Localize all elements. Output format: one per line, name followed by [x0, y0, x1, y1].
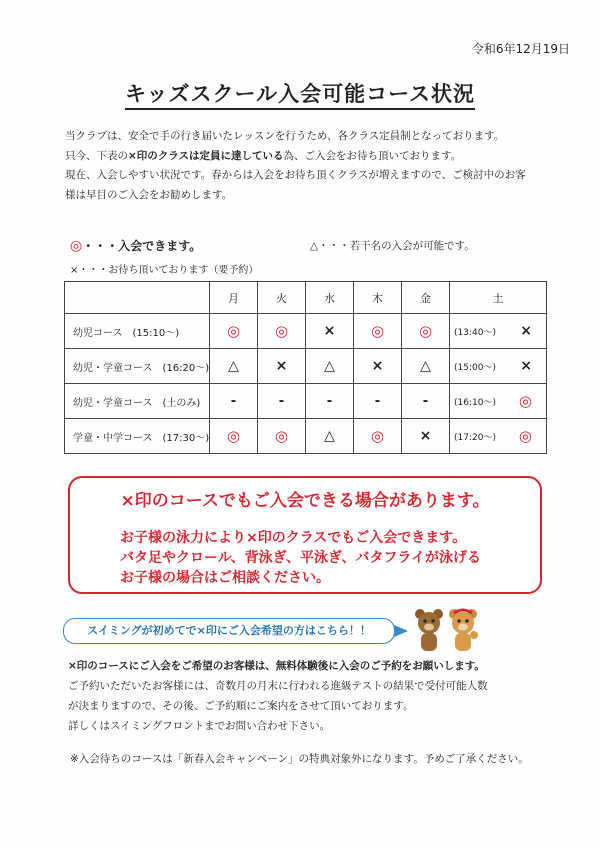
saturday-time: (13:40～) [454, 327, 496, 338]
reservation-line-3: が決まりますので、その後、ご予約順にご案内をさせて頂いております。 [68, 700, 414, 712]
availability-cell-fri [402, 314, 450, 349]
footnote: ※入会待ちのコースは「新春入会キャンペーン」の特典対象外になります。予めご了承ください。 [70, 753, 529, 765]
availability-mark: ◎ [518, 392, 532, 410]
availability-cell-tue [258, 349, 306, 384]
availability-mark: ◎ [518, 427, 532, 445]
availability-cell-sat [450, 349, 547, 384]
table-header-tue: 火 [258, 282, 306, 314]
intro-line-3: 現在、入会しやすい状況です。春からは入会をお待ち頂くクラスが増えますので、ご検討中のお客 [65, 169, 526, 181]
availability-mark: - [374, 393, 381, 409]
reservation-info [68, 656, 588, 736]
availability-mark: - [422, 393, 429, 409]
bear-mascots-icon [410, 605, 482, 657]
availability-cell-sat [450, 314, 547, 349]
availability-mark: ◎ [370, 427, 385, 445]
course-availability-table [64, 281, 547, 454]
availability-mark: - [326, 393, 333, 409]
speech-bubble [63, 618, 395, 644]
legend-waiting: ×・・・お待ち頂いております（要予約） [70, 265, 259, 276]
table-header-wed: 水 [306, 282, 354, 314]
table-header-fri: 金 [402, 282, 450, 314]
course-name: 学童・中学コース (17:30～) [65, 419, 210, 454]
table-header-course [65, 282, 210, 314]
availability-mark: ◎ [370, 322, 385, 340]
availability-cell-thu [354, 314, 402, 349]
notice-box [68, 476, 542, 594]
availability-cell-tue [258, 419, 306, 454]
availability-mark: × [520, 323, 532, 339]
availability-mark: ◎ [226, 427, 241, 445]
table-row [65, 384, 547, 419]
availability-cell-wed [306, 384, 354, 419]
saturday-time: (15:00～) [454, 362, 496, 373]
availability-cell-thu [354, 349, 402, 384]
table-header-sat: 土 [450, 282, 547, 314]
availability-cell-fri [402, 419, 450, 454]
course-name: 幼児コース (15:10～) [65, 314, 210, 349]
availability-mark: - [230, 393, 237, 409]
intro-line-2-post: 為、ご入会をお待ち頂いております。 [283, 149, 462, 162]
availability-cell-fri [402, 349, 450, 384]
double-circle-icon: ◎ [70, 238, 83, 254]
availability-mark: × [371, 358, 384, 374]
table-row [65, 419, 547, 454]
saturday-slot [450, 427, 546, 445]
availability-mark: ◎ [274, 427, 289, 445]
intro-line-4: 様は早目のご入会をお勧めします。 [65, 188, 233, 201]
availability-mark: △ [324, 428, 335, 444]
availability-cell-tue [258, 314, 306, 349]
availability-cell-sat [450, 384, 547, 419]
availability-cell-wed [306, 314, 354, 349]
availability-cell-wed [306, 349, 354, 384]
availability-cell-mon [210, 384, 258, 419]
availability-mark: × [520, 358, 532, 374]
speech-bubble-text: スイミングが初めてで×印にご入会希望の方はこちら！！ [87, 624, 371, 637]
document-date: 令和6年12月19日 [471, 42, 570, 56]
availability-mark: × [275, 358, 288, 374]
notice-line-3: お子様の場合はご相談ください。 [120, 570, 330, 586]
availability-mark: × [323, 323, 336, 339]
legend-available [70, 237, 201, 254]
table-header-thu: 木 [354, 282, 402, 314]
table-row [65, 349, 547, 384]
table-row [65, 314, 547, 349]
intro-line-2-bold: ×印のクラスは定員に達している [128, 149, 284, 162]
saturday-slot [450, 323, 546, 339]
notice-line-1: お子様の泳力により×印のクラスでもご入会できます。 [120, 530, 467, 546]
availability-mark: ◎ [274, 322, 289, 340]
availability-cell-thu [354, 419, 402, 454]
notice-line-2: バタ足やクロール、背泳ぎ、平泳ぎ、バタフライが泳げる [120, 550, 482, 566]
availability-mark: × [419, 428, 432, 444]
availability-cell-thu [354, 384, 402, 419]
intro-line-2-pre: 只今、下表の [65, 149, 128, 162]
availability-mark: - [278, 393, 285, 409]
availability-mark: △ [228, 358, 239, 374]
speech-bubble-tail [394, 625, 408, 637]
notice-heading: ×印のコースでもご入会できる場合があります。 [120, 491, 490, 511]
page-title [0, 78, 600, 108]
availability-cell-wed [306, 419, 354, 454]
table-header-row [65, 282, 547, 314]
course-name: 幼児・学童コース (土のみ) [65, 384, 210, 419]
availability-mark: ◎ [418, 322, 433, 340]
legend-few-slots: △・・・若干名の入会が可能です。 [310, 240, 475, 252]
intro-line-1: 当クラブは、安全で手の行き届いたレッスンを行うため、各クラス定員制となっております。 [65, 130, 505, 142]
saturday-time: (17:20～) [454, 432, 496, 443]
page-title-text: キッズスクール入会可能コース状況 [125, 82, 475, 110]
availability-cell-tue [258, 384, 306, 419]
availability-cell-sat [450, 419, 547, 454]
availability-mark: △ [420, 358, 431, 374]
saturday-time: (16:10～) [454, 397, 496, 408]
availability-cell-mon [210, 349, 258, 384]
course-name: 幼児・学童コース (16:20～) [65, 349, 210, 384]
intro-text [65, 127, 585, 205]
legend-available-text: ・・・入会できます。 [82, 239, 202, 253]
availability-cell-fri [402, 384, 450, 419]
reservation-line-2: ご予約いただいたお客様には、奇数月の月末に行われる進級テストの結果で受付可能人数 [68, 680, 488, 692]
availability-cell-mon [210, 314, 258, 349]
intro-line-2 [65, 147, 585, 167]
notice-body [120, 528, 481, 588]
availability-cell-mon [210, 419, 258, 454]
saturday-slot [450, 358, 546, 374]
availability-mark: △ [324, 358, 335, 374]
saturday-slot [450, 392, 546, 410]
table-header-mon: 月 [210, 282, 258, 314]
availability-mark: ◎ [226, 322, 241, 340]
reservation-line-4: 詳しくはスイミングフロントまでお問い合わせ下さい。 [68, 720, 331, 732]
reservation-line-1: ×印のコースにご入会をご希望のお客様は、無料体験後に入会のご予約をお願いします。 [68, 660, 485, 672]
